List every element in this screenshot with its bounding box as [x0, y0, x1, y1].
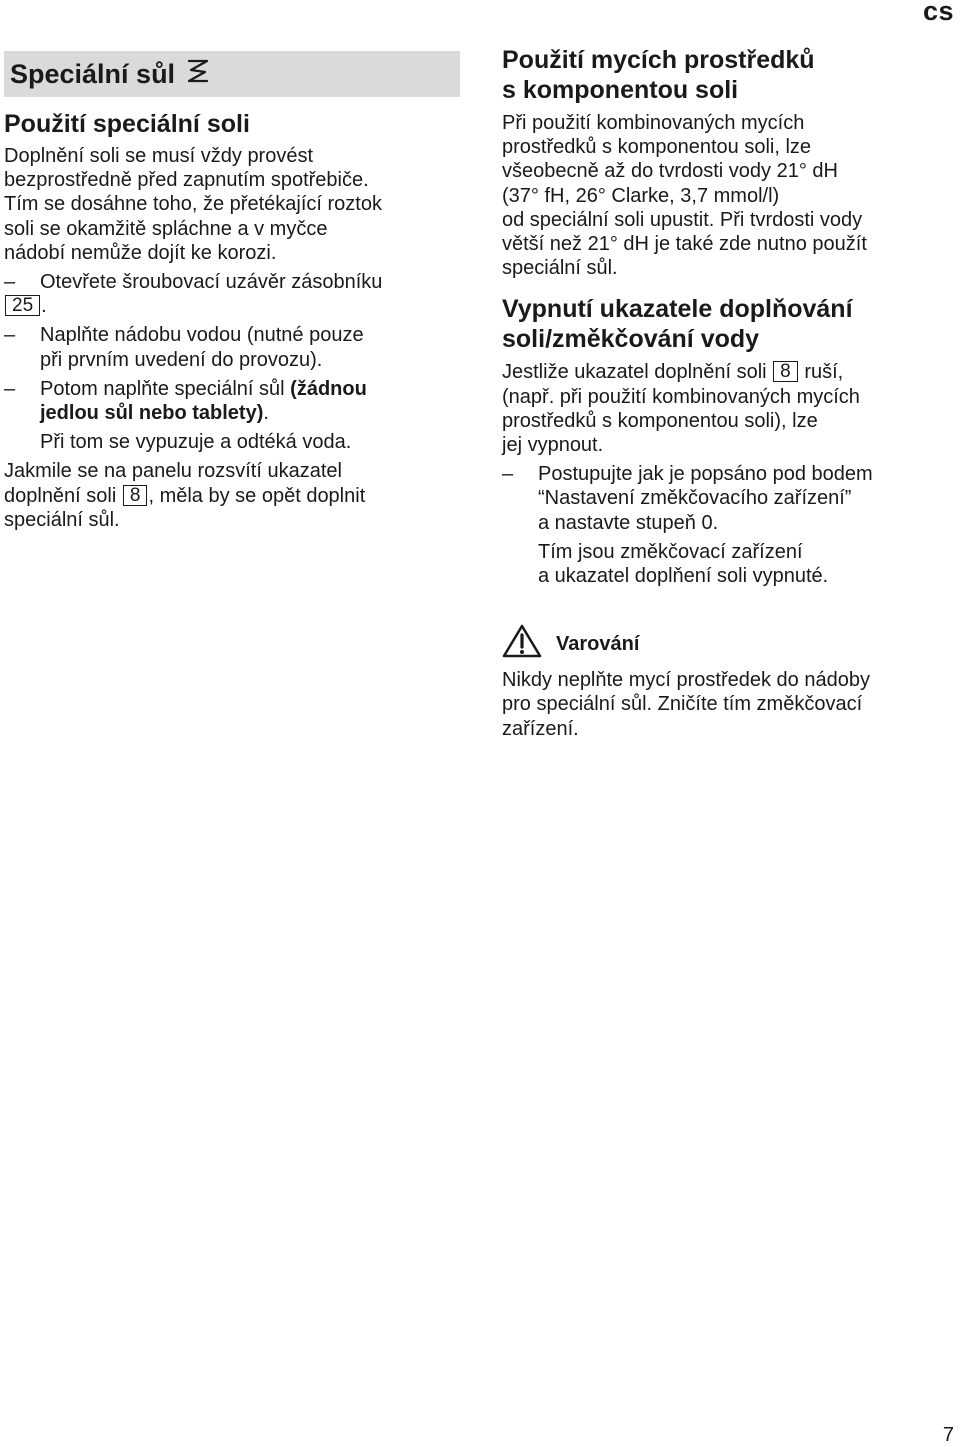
heading-line: Použití mycích prostředků: [502, 46, 815, 74]
para-line: jej vypnout.: [502, 434, 604, 457]
step-note-line: Tím jsou změkčovací zařízení: [538, 540, 803, 563]
page-number: 7: [942, 1424, 954, 1446]
heading-use-special-salt: Použití speciální soli: [4, 110, 250, 138]
step-line: “Nastavení změkčovacího zařízení”: [538, 487, 852, 510]
para-line: (např. při použití kombinovaných mycích: [502, 385, 860, 408]
para-line: prostředků s komponentou soli), lze: [502, 409, 818, 432]
step-text-bold: jedlou sůl nebo tablety): [40, 402, 264, 425]
intro-line: bezprostředně před zapnutím spotřebiče.: [4, 169, 369, 192]
step-line: při prvním uvedení do provozu).: [40, 348, 323, 371]
step-note-line: a ukazatel doplňení soli vypnuté.: [538, 565, 829, 588]
step-note: [538, 540, 954, 588]
step-end: .: [41, 295, 47, 318]
outro-line: speciální sůl.: [4, 508, 120, 531]
step-text-bold: (žádnou: [290, 377, 367, 400]
language-code: cs: [922, 0, 954, 26]
step-text: Potom naplňte speciální sůl: [40, 377, 291, 400]
heading-detergent-with-salt: [502, 45, 954, 105]
ref-number-box: 8: [123, 485, 148, 506]
step-end: .: [263, 402, 269, 425]
step-fill-water: [4, 323, 460, 371]
warning-title: Varování: [556, 632, 640, 655]
step-set-level: [502, 462, 954, 588]
step-line: Naplňte nádobu vodou (nutné pouze: [40, 324, 364, 347]
ref-number-box: 25: [5, 295, 40, 316]
para-line: Při použití kombinovaných mycích: [502, 112, 805, 134]
para-line: speciální sůl.: [502, 257, 618, 280]
outro-paragraph: [4, 459, 460, 532]
warning-line: Nikdy neplňte mycí prostředek do nádoby: [502, 669, 870, 692]
heading-line: Vypnutí ukazatele doplňování: [502, 295, 853, 324]
warning-header: [502, 626, 954, 662]
heading-line: s komponentou soli: [502, 76, 739, 104]
para-line: (37° fH, 26° Clarke, 3,7 mmol/l): [502, 184, 780, 207]
outro-line: [4, 484, 460, 508]
warning-block: [502, 626, 954, 741]
step-line: a nastavte stupeň 0.: [538, 511, 719, 534]
dash-bullet: –: [502, 463, 514, 486]
warning-line: zařízení.: [502, 717, 579, 740]
intro-line: nádobí nemůže dojít ke korozi.: [4, 241, 277, 264]
warning-triangle-icon: [502, 624, 556, 664]
step-open-cap: [4, 270, 460, 318]
para-line: od speciální soli upustit. Při tvrdosti vody: [502, 208, 863, 231]
outro-text: doplnění soli: [4, 484, 117, 507]
intro-paragraph: [4, 144, 460, 265]
step-line: Postupujte jak je popsáno pod bodem: [538, 463, 873, 486]
para-line: všeobecně až do tvrdosti vody 21° dH: [502, 160, 838, 183]
step-note: Při tom se vypuzuje a odtéká voda.: [40, 431, 352, 454]
dash-bullet: –: [4, 324, 16, 347]
step-line: [4, 294, 460, 318]
heading-disable-indicator: [502, 294, 954, 354]
para-text: ruší,: [804, 361, 844, 384]
step-line: [40, 377, 460, 401]
left-column: [4, 51, 460, 532]
step-line: [40, 401, 460, 425]
outro-line: Jakmile se na panelu rozsvítí ukazatel: [4, 460, 342, 483]
para-line: prostředků s komponentou soli, lze: [502, 136, 812, 159]
dash-bullet: –: [4, 377, 16, 400]
para-line: [502, 360, 954, 384]
section-title: Speciální sůl: [10, 58, 176, 89]
intro-line: soli se okamžitě spláchne a v myčce: [4, 217, 328, 240]
para-line: větší než 21° dH je také zde nutno použít: [502, 233, 867, 256]
step-line: Otevřete šroubovací uzávěr zásobníku: [40, 271, 383, 294]
heading-line: soli/změkčování vody: [502, 325, 760, 354]
step-fill-salt: [4, 377, 460, 455]
detergent-paragraph: [502, 111, 954, 280]
ref-number-box: 8: [773, 361, 798, 382]
right-column: [502, 45, 954, 741]
warning-text: [502, 668, 954, 741]
intro-line: Tím se dosáhne toho, že přetékající roztok: [4, 193, 382, 216]
intro-line: Doplnění soli se musí vždy provést: [4, 145, 314, 167]
dash-bullet: –: [4, 271, 16, 294]
salt-icon: [185, 58, 211, 91]
outro-text: , měla by se opět doplnit: [148, 484, 366, 507]
disable-paragraph: [502, 360, 954, 457]
warning-line: pro speciální sůl. Zničíte tím změkčovací: [502, 693, 863, 716]
para-text: Jestliže ukazatel doplnění soli: [502, 361, 767, 384]
section-title-bar: [4, 51, 460, 97]
